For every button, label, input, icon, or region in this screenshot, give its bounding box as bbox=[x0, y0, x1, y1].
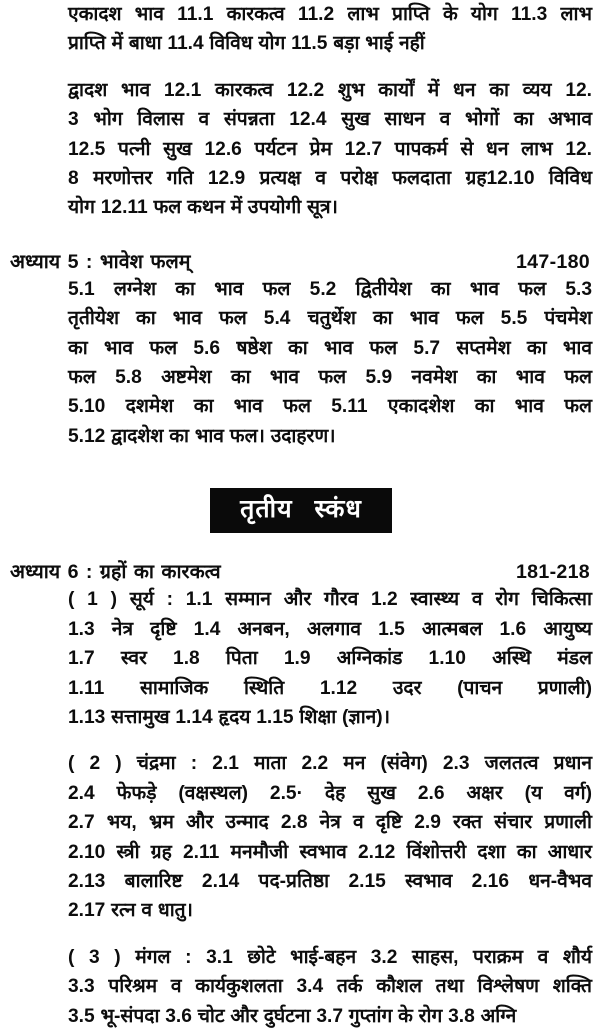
text-line: 12.5 पत्नी सुख 12.6 पर्यटन प्रेम 12.7 पापकर्म से धन लाभ 12. bbox=[68, 138, 592, 160]
paragraph-planet-2-chandrama bbox=[10, 749, 592, 925]
spacer bbox=[10, 59, 592, 76]
section-banner-tritiya-skandh: तृतीय स्कंध bbox=[210, 488, 392, 533]
chapter-heading-5 bbox=[10, 249, 592, 275]
text-line: योग 12.11 फल कथन में उपयोगी सूत्र। bbox=[68, 197, 338, 219]
text-line: 2.13 बालारिष्ट 2.14 पद-प्रतिष्ठा 2.15 स्वभाव 2.16 धन-वैभव bbox=[68, 870, 592, 892]
text-line: 1.11 सामाजिक स्थिति 1.12 उदर (पाचन प्रणाली) bbox=[68, 677, 592, 699]
chapter-title: अध्याय 5 : भावेश फलम् bbox=[10, 250, 191, 273]
text-line: का भाव फल 5.6 षष्ठेश का भाव फल 5.7 सप्तमेश का भाव bbox=[68, 337, 592, 359]
text-line: 5.12 द्वादशेश का भाव फल। उदाहरण। bbox=[68, 425, 336, 447]
spacer bbox=[10, 477, 592, 488]
spacer bbox=[10, 926, 592, 943]
paragraph-ekadash-bhav bbox=[10, 0, 592, 59]
text-line: ( 3 ) मंगल : 3.1 छोटे भाई-बहन 3.2 साहस, पराक्रम व शौर्य bbox=[68, 946, 592, 968]
text-line: 5.10 दशमेश का भाव फल 5.11 एकादशेश का भाव फल bbox=[68, 396, 592, 418]
text-line: 2.4 फेफड़े (वक्षस्थल) 2.5· देह सुख 2.6 अक्षर (य वर्ग) bbox=[68, 782, 592, 804]
chapter-page-range: 181-218 bbox=[515, 561, 590, 584]
chapter-heading-6 bbox=[10, 559, 592, 585]
text-line: ( 1 ) सूर्य : 1.1 सम्मान और गौरव 1.2 स्वास्थ्य व रोग चिकित्सा bbox=[68, 589, 592, 611]
text-line: प्राप्ति में बाधा 11.4 विविध योग 11.5 बड़ा भाई नहीं bbox=[68, 33, 425, 55]
paragraph-planet-1-surya bbox=[10, 585, 592, 732]
text-line: 8 मरणोत्तर गति 12.9 प्रत्यक्ष व परोक्ष फलदाता ग्रह12.10 विविध bbox=[68, 168, 592, 190]
paragraph-dwadash-bhav bbox=[10, 76, 592, 223]
text-line: एकादश भाव 11.1 कारकत्व 11.2 लाभ प्राप्ति के योग 11.3 लाभ bbox=[68, 4, 592, 25]
text-line: ( 2 ) चंद्रमा : 2.1 माता 2.2 मन (संवेग) 2.3 जलतत्व प्रधान bbox=[68, 753, 592, 775]
spacer bbox=[10, 732, 592, 749]
text-line: 3 भोग विलास व संपन्नता 12.4 सुख साधन व भोगों का अभाव bbox=[68, 109, 592, 131]
chapter-title: अध्याय 6 : ग्रहों का कारकत्व bbox=[10, 561, 221, 584]
chapter-page-range: 147-180 bbox=[515, 250, 590, 273]
text-line: 1.13 सत्तामुख 1.14 हृदय 1.15 शिक्षा (ज्ञान)। bbox=[68, 706, 390, 728]
text-line: 2.7 भय, भ्रम और उन्माद 2.8 नेत्र व दृष्टि 2.9 रक्त संचार प्रणाली bbox=[68, 812, 592, 834]
section-banner-wrapper bbox=[10, 488, 592, 533]
text-line: 2.17 रत्न व धातु। bbox=[68, 900, 193, 922]
text-line: 3.5 भू-संपदा 3.6 चोट और दुर्घटना 3.7 गुप्तांग के रोग 3.8 अग्नि bbox=[68, 1005, 517, 1027]
paragraph-planet-3-mangal bbox=[10, 943, 592, 1031]
text-line: तृतीयेश का भाव फल 5.4 चतुर्थेश का भाव फल 5.5 पंचमेश bbox=[68, 308, 592, 330]
paragraph-chapter-5-contents bbox=[10, 275, 592, 451]
text-line: 5.1 लग्नेश का भाव फल 5.2 द्वितीयेश का भाव फल 5.3 bbox=[68, 278, 592, 300]
text-line: 2.10 स्त्री ग्रह 2.11 मनमौजी स्वभाव 2.12 विंशोत्तरी दशा का आधार bbox=[68, 841, 592, 863]
text-line: 1.7 स्वर 1.8 पिता 1.9 अग्निकांड 1.10 अस्थि मंडल bbox=[68, 648, 592, 670]
text-line: द्वादश भाव 12.1 कारकत्व 12.2 शुभ कार्यों में धन का व्यय 12. bbox=[68, 79, 592, 101]
spacer bbox=[10, 223, 592, 249]
text-line: 1.3 नेत्र दृष्टि 1.4 अनबन, अलगाव 1.5 आत्मबल 1.6 आयुष्य bbox=[68, 618, 592, 640]
text-line: फल 5.8 अष्टमेश का भाव फल 5.9 नवमेश का भाव फल bbox=[68, 367, 592, 389]
spacer bbox=[10, 533, 592, 559]
text-line: 3.3 परिश्रम व कार्यकुशलता 3.4 तर्क कौशल तथा विश्लेषण शक्ति bbox=[68, 976, 592, 998]
spacer bbox=[10, 451, 592, 477]
